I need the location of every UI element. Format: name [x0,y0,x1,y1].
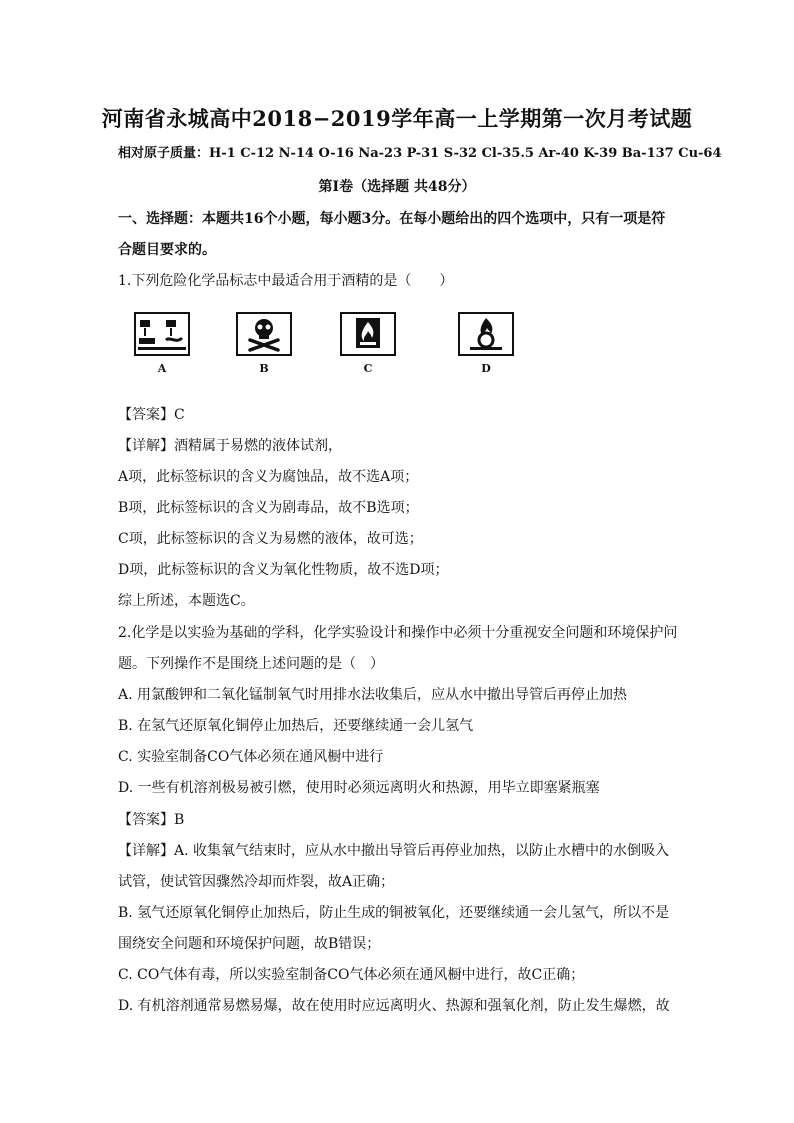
q2-stem-line-1: 2.化学是以实验为基础的学科，化学实验设计和操作中必须十分重视安全问题和环境保护问 [118,625,678,641]
icon-label-d: D [481,362,491,375]
q2-detail-line: 【详解】A. 收集氧气结束时，应从水中撤出导管后再停业加热，以防止水槽中的水倒吸入 [118,843,670,859]
q1-stem: 1.下列危险化学品标志中最适合用于酒精的是（ ） [118,273,454,289]
oxidizer-icon [458,312,514,356]
icon-label-c: C [363,362,373,375]
flammable-liquid-icon [340,312,396,356]
corrosive-icon [134,312,190,356]
toxic-skull-icon [236,312,292,356]
q2-detail-line: C. CO气体有毒，所以实验室制备CO气体必须在通风橱中进行，故C正确； [118,967,585,983]
atomic-mass-line: 相对原子质量：H-1 C-12 N-14 O-16 Na-23 P-31 S-32 Cl-35.5 Ar-40 K-39 Ba-137 Cu-64 [118,146,722,161]
q1-detail-line: 【详解】酒精属于易燃的液体试剂， [118,438,342,454]
q1-summary: 综上所述，本题选C。 [118,593,255,609]
q2-option-d: D. 一些有机溶剂极易被引燃，使用时必须远离明火和热源，用毕立即塞紧瓶塞 [118,780,600,796]
q2-detail-line: B. 氢气还原氧化铜停止加热后，防止生成的铜被氧化，还要继续通一会儿氢气，所以不是 [118,905,670,921]
q2-detail-line: 围绕安全问题和环境保护问题，故B错误； [118,936,381,952]
q1-detail-line: D项，此标签标识的含义为氧化性物质，故不选D项； [118,562,449,578]
q2-option-c: C. 实验室制备CO气体必须在通风橱中进行 [118,749,384,765]
section-title: 第Ⅰ卷（选择题 共48分） [318,179,476,195]
q2-answer: 【答案】B [118,812,185,828]
instructions-line-2: 合题目要求的。 [118,242,216,258]
q1-answer: 【答案】C [118,407,185,423]
q2-option-b: B. 在氢气还原氧化铜停止加热后，还要继续通一会儿氢气 [118,718,474,734]
page-title: 河南省永城高中2018−2019学年高一上学期第一次月考试题 [101,106,693,131]
q1-detail-line: A项，此标签标识的含义为腐蚀品，故不选A项； [118,469,419,485]
q2-detail-line: 试管，使试管因骤然冷却而炸裂，故A正确； [118,874,395,890]
icon-label-a: A [157,362,167,375]
q1-detail-line: B项，此标签标识的含义为剧毒品，故不B选项； [118,500,419,516]
instructions-line-1: 一、选择题：本题共16个小题，每小题3分。在每小题给出的四个选项中，只有一项是符 [118,211,666,227]
hazard-icons-row [118,312,538,378]
q2-detail-line: D. 有机溶剂通常易燃易爆，故在使用时应远离明火、热源和强氧化剂，防止发生爆燃，故 [118,998,670,1014]
q2-stem-line-2: 题。下列操作不是围绕上述问题的是（ ） [118,656,384,672]
icon-label-b: B [259,362,269,375]
q1-detail-line: C项，此标签标识的含义为易燃的液体，故可选； [118,531,423,547]
q2-option-a: A. 用氯酸钾和二氧化锰制氧气时用排水法收集后，应从水中撤出导管后再停止加热 [118,687,628,703]
